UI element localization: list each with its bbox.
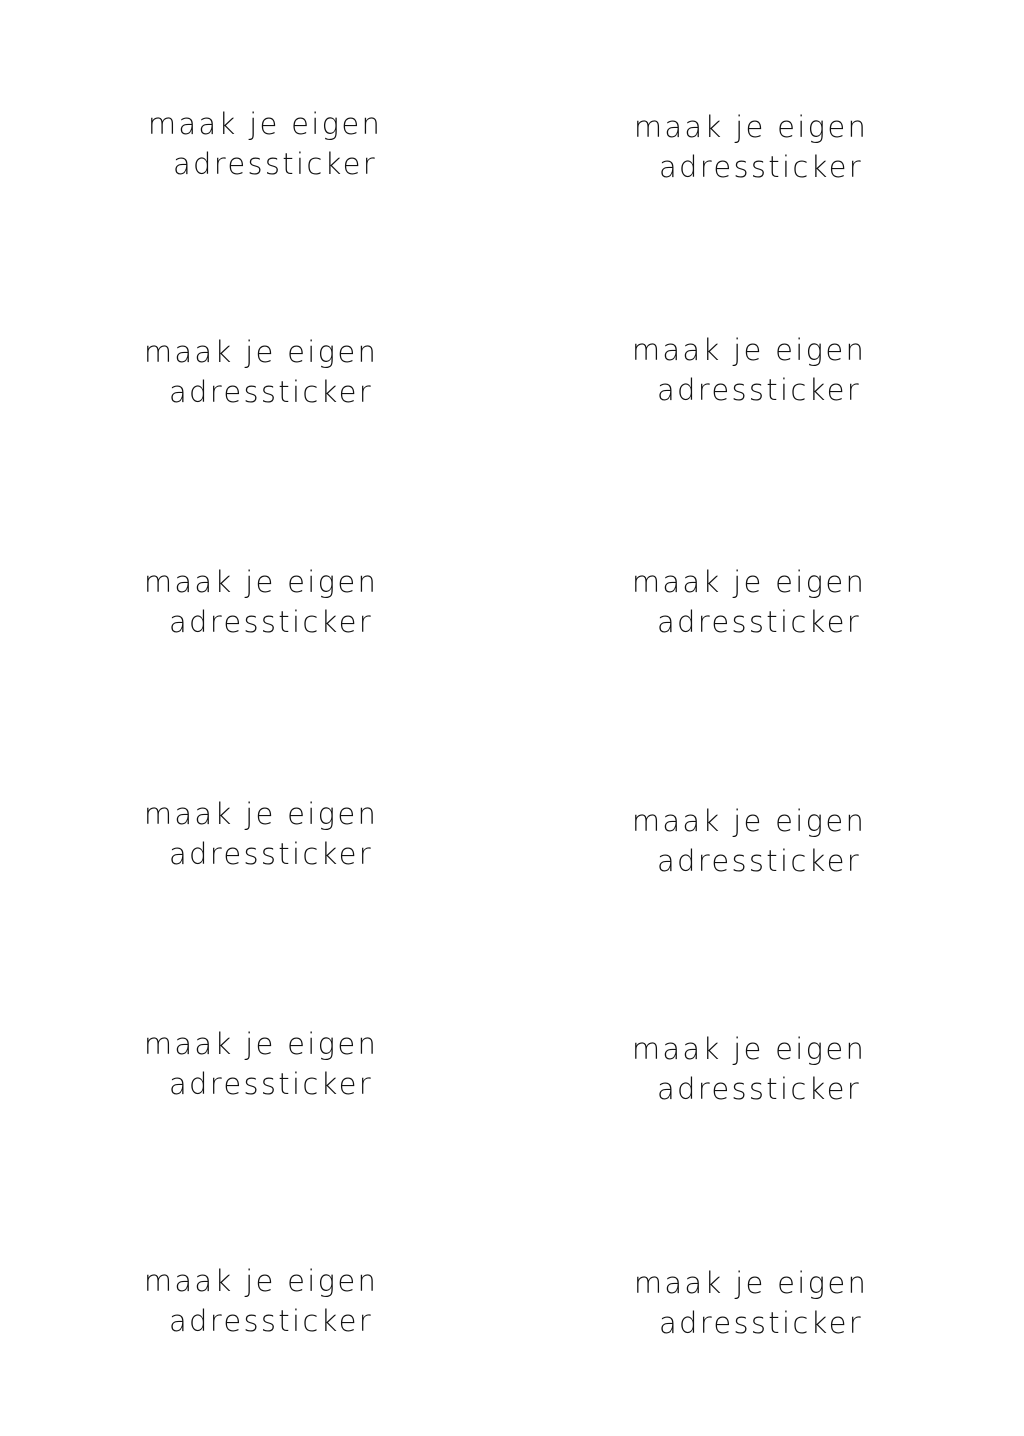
sticker-line-2: adressticker — [658, 1306, 864, 1340]
address-sticker — [599, 801, 899, 881]
sticker-line-2: adressticker — [168, 375, 374, 409]
sticker-line-2: adressticker — [656, 373, 862, 407]
sticker-line-1: maak je eigen — [147, 107, 383, 141]
sticker-line-1: maak je eigen — [633, 110, 869, 144]
sticker-line-2: adressticker — [656, 605, 862, 639]
sticker-line-2: adressticker — [658, 150, 864, 184]
address-sticker — [601, 1263, 901, 1343]
sticker-line-1: maak je eigen — [631, 1032, 867, 1066]
address-sticker — [111, 794, 411, 874]
address-sticker — [111, 562, 411, 642]
sticker-line-1: maak je eigen — [143, 1027, 379, 1061]
sticker-line-1: maak je eigen — [143, 797, 379, 831]
address-sticker — [111, 1261, 411, 1341]
sticker-line-1: maak je eigen — [143, 1264, 379, 1298]
address-sticker — [599, 330, 899, 410]
address-sticker — [111, 332, 411, 412]
sticker-line-1: maak je eigen — [631, 333, 867, 367]
address-sticker — [599, 562, 899, 642]
sticker-line-1: maak je eigen — [143, 335, 379, 369]
sticker-line-2: adressticker — [168, 837, 374, 871]
sticker-line-1: maak je eigen — [631, 804, 867, 838]
address-sticker — [599, 1029, 899, 1109]
address-sticker — [601, 107, 901, 187]
sticker-line-2: adressticker — [168, 605, 374, 639]
sticker-line-1: maak je eigen — [143, 565, 379, 599]
sticker-line-2: adressticker — [656, 844, 862, 878]
sticker-line-2: adressticker — [168, 1304, 374, 1338]
sticker-line-1: maak je eigen — [631, 565, 867, 599]
sticker-line-1: maak je eigen — [633, 1266, 869, 1300]
sticker-line-2: adressticker — [172, 147, 378, 181]
sticker-line-2: adressticker — [168, 1067, 374, 1101]
address-sticker — [111, 1024, 411, 1104]
address-sticker — [115, 104, 415, 184]
sticker-line-2: adressticker — [656, 1072, 862, 1106]
